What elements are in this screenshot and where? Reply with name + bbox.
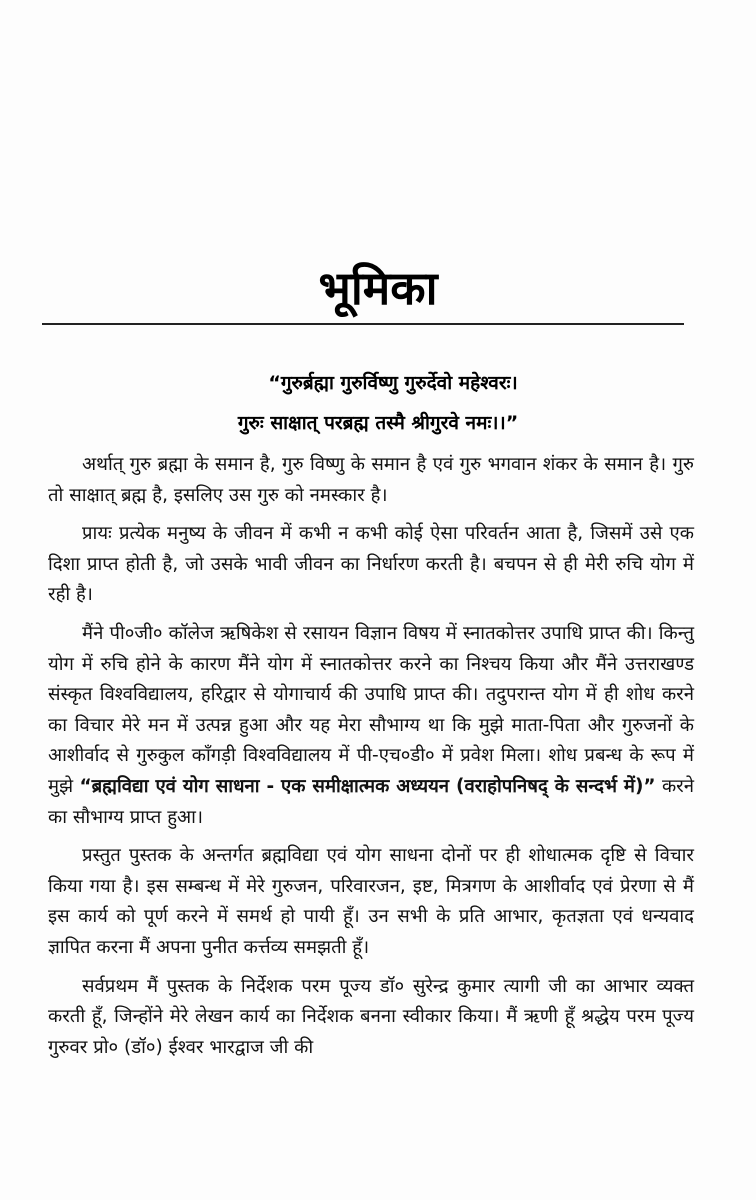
paragraph-transformation: प्रायः प्रत्येक मनुष्य के जीवन में कभी न कभी कोई ऐसा परिवर्तन आता है, जिसमें उसे एक दिशा प्राप्त होती है, जो उसके भावी जीवन का निर्धारण करती है। बचपन से ही मेरी रुचि योग में रही है।: [48, 523, 694, 606]
paragraph-education-text: मैंने पी०जी० कॉलेज ऋषिकेश से रसायन विज्ञान विषय में स्नातकोत्तर उपाधि प्राप्त की। किन्तु योग में रुचि होने के कारण मैंने योग में स्नातकोत्तर करने का निश्चय किया और मैंने उत्तराखण्ड संस्कृत विश्वविद्यालय, हरिद्वार से योगाचार्य की उपाधि प्राप्त की। तदुपरान्त योग में ही शोध करने का विचार मेरे मन में उत्पन्न हुआ और यह मेरा सौभाग्य था कि मुझे माता-पिता और गुरुजनों के आशीर्वाद से गुरुकुल काँगड़ी विश्वविद्यालय में पी-एच०डी० में प्रवेश मिला। शोध प्रबन्ध के रूप में मुझे: [48, 622, 694, 797]
verse-line-1: “गुरुर्ब्रह्मा गुरुर्विष्णु गुरुर्देवो महेश्वरः।: [268, 372, 518, 394]
paragraph-acknowledgement: सर्वप्रथम मैं पुस्तक के निर्देशक परम पूज्य डॉ० सुरेन्द्र कुमार त्यागी जी का आभार व्यक्त करती हूँ, जिन्होंने मेरे लेखन कार्य का निर्देशक बनना स्वीकार किया। मैं ऋणी हूँ श्रद्धेय परम पूज्य गुरुवर प्रो० (डॉ०) ईश्वर भारद्वाज जी की: [48, 975, 694, 1058]
heading-divider: [42, 323, 684, 325]
paragraph-meaning: अर्थात् गुरु ब्रह्मा के समान है, गुरु विष्णु के समान है एवं गुरु भगवान शंकर के समान है। गुरु तो साक्षात् ब्रह्म है, इसलिए उस गुरु को नमस्कार है।: [48, 454, 694, 506]
paragraph-book-scope: प्रस्तुत पुस्तक के अन्तर्गत ब्रह्मविद्या एवं योग साधना दोनों पर ही शोधात्मक दृष्टि से विचार किया गया है। इस सम्बन्ध में मेरे गुरुजन, परिवारजन, इष्ट, मित्रगण के आशीर्वाद एवं प्रेरणा से मैं इस कार्य को पूर्ण करने में समर्थ हो पायी हूँ। उन सभी के प्रति आभार, कृतज्ञता एवं धन्यवाद ज्ञापित करना मैं अपना पुनीत कर्त्तव्य समझती हूँ।: [48, 845, 694, 958]
paragraph-education-end: करने का सौभाग्य प्राप्त हुआ।: [48, 775, 694, 828]
thesis-title: “ब्रह्मविद्या एवं योग साधना - एक समीक्षात्मक अध्ययन (वराहोपनिषद् के सन्दर्भ में)”: [79, 775, 656, 797]
paragraph-education: [48, 619, 694, 833]
verse-line-2: गुरुः साक्षात् परब्रह्म तस्मै श्रीगुरवे नमः।।”: [237, 412, 519, 434]
preface-body: [48, 450, 694, 1071]
page-heading: भूमिका: [318, 261, 438, 315]
